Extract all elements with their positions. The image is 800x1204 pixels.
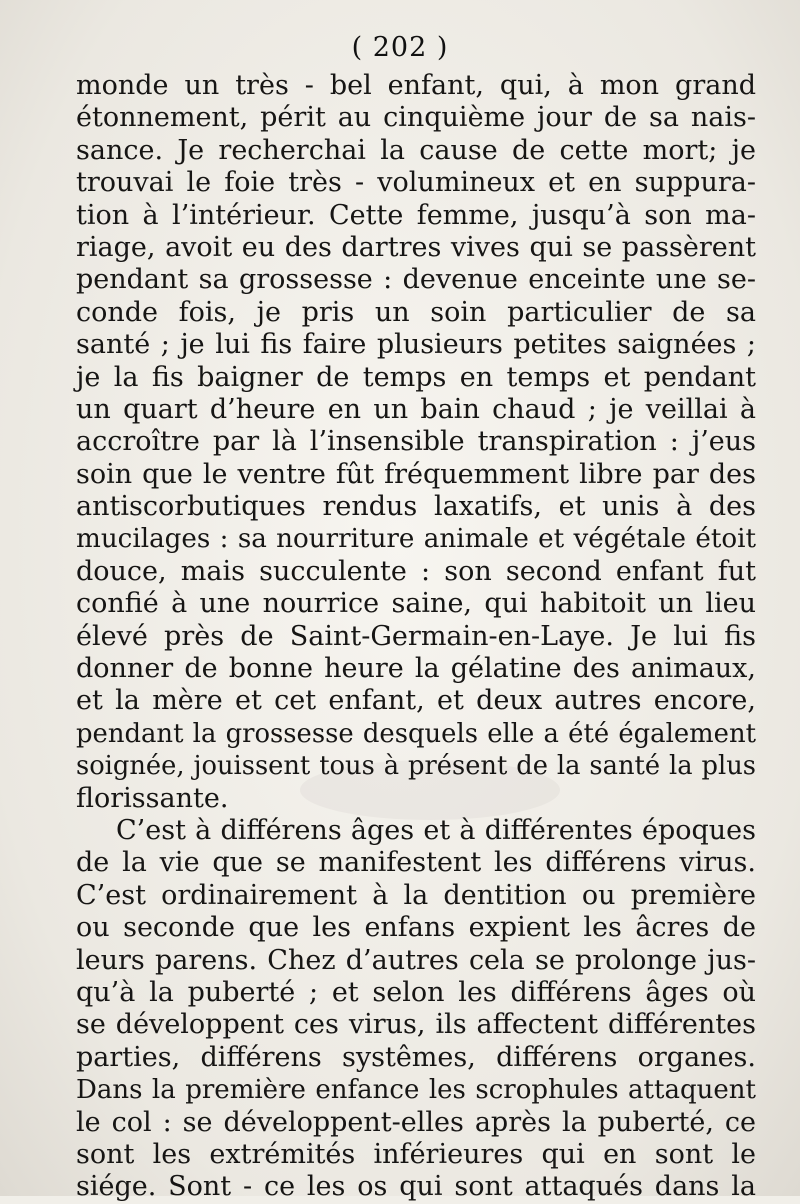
text-line: siége. Sont - ce les os qui sont attaqués dans la xyxy=(76,1171,756,1203)
text-line: je la fis baigner de temps en temps et pendant xyxy=(76,361,756,393)
text-line: tion à l’intérieur. Cette femme, jusqu’à son ma- xyxy=(76,199,756,231)
text-line: santé ; je lui fis faire plusieurs petites saignées ; xyxy=(76,329,756,361)
text-line: qu’à la puberté ; et selon les différens âges où xyxy=(76,976,756,1008)
text-line: parties, différens systêmes, différens organes. xyxy=(76,1041,756,1073)
paragraph-end-line: florissante. xyxy=(76,782,229,814)
text-line: confié à une nourrice saine, qui habitoit un lieu xyxy=(76,588,756,620)
text-line: pendant sa grossesse : devenue enceinte une se- xyxy=(76,264,756,296)
page-number: ( 202 ) xyxy=(351,32,449,63)
text-line: de la vie que se manifestent les différens virus. xyxy=(76,847,756,879)
text-line: mucilages : sa nourriture animale et végétale étoit xyxy=(76,524,756,555)
text-line: Dans la première enfance les scrophules attaquent xyxy=(76,1075,756,1106)
text-line: sance. Je recherchai la cause de cette mort; je xyxy=(76,134,756,166)
text-line: leurs parens. Chez d’autres cela se prolonge jus- xyxy=(76,944,756,976)
text-line: soin que le ventre fût fréquemment libre par des xyxy=(76,458,756,490)
body-text xyxy=(76,70,756,1204)
text-line: douce, mais succulente : son second enfant fut xyxy=(76,555,756,587)
text-line: et la mère et cet enfant, et deux autres encore, xyxy=(76,685,756,717)
text-line: soignée, jouissent tous à présent de la santé la plus xyxy=(76,751,756,782)
text-line: sont les extrémités inférieures qui en sont le xyxy=(76,1138,756,1170)
text-line: monde un très - bel enfant, qui, à mon grand xyxy=(76,70,756,101)
text-line: ou seconde que les enfans expient les âcres de xyxy=(76,912,756,944)
text-line: accroître par là l’insensible transpiration : j’eus xyxy=(76,426,756,458)
text-line: donner de bonne heure la gélatine des animaux, xyxy=(76,653,756,685)
text-line: un quart d’heure en un bain chaud ; je veillai à xyxy=(76,393,756,425)
text-line: se développent ces virus, ils affectent différentes xyxy=(76,1009,756,1041)
text-line: élevé près de Saint-Germain-en-Laye. Je lui fis xyxy=(76,620,756,652)
text-line: trouvai le foie très - volumineux et en suppura- xyxy=(76,167,756,199)
text-line: riage, avoit eu des dartres vives qui se passèrent xyxy=(76,231,756,263)
text-line: étonnement, périt au cinquième jour de sa nais- xyxy=(76,102,756,134)
paragraph-start-line: C’est à différens âges et à différentes époques xyxy=(116,814,756,846)
text-line: le col : se développent-elles après la puberté, ce xyxy=(76,1106,756,1138)
text-line: conde fois, je pris un soin particulier de sa xyxy=(76,296,756,328)
text-line: C’est ordinairement à la dentition ou première xyxy=(76,879,756,911)
text-line: pendant la grossesse desquels elle a été également xyxy=(76,718,756,749)
text-line: antiscorbutiques rendus laxatifs, et unis à des xyxy=(76,491,756,523)
